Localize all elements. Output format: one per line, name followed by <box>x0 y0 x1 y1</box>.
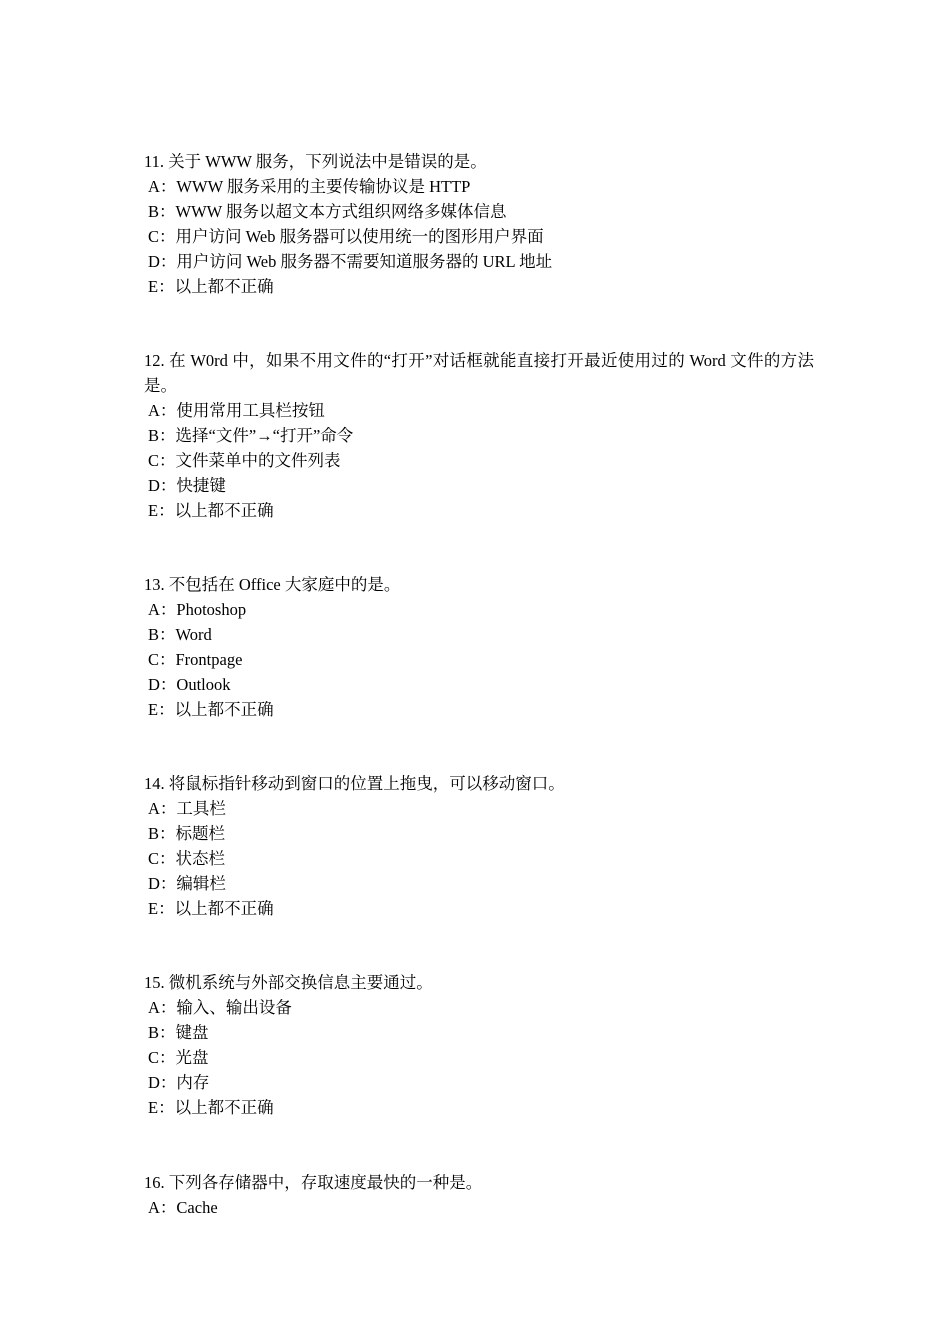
option-b: B：Word <box>148 625 212 644</box>
option-c: C：用户访问 Web 服务器可以使用统一的图形用户界面 <box>148 227 544 246</box>
question-stem: 14. 将鼠标指针移动到窗口的位置上拖曳，可以移动窗口。 <box>144 774 565 793</box>
question-16 <box>144 1170 814 1220</box>
option-b: B：选择“文件”→“打开”命令 <box>148 426 354 445</box>
question-stem: 16. 下列各存储器中，存取速度最快的一种是。 <box>144 1173 483 1192</box>
option-e: E：以上都不正确 <box>148 700 274 719</box>
question-stem: 15. 微机系统与外部交换信息主要通过。 <box>144 973 433 992</box>
option-d: D：Outlook <box>148 675 231 694</box>
option-e: E：以上都不正确 <box>148 1098 274 1117</box>
question-stem: 12. 在 W0rd 中，如果不用文件的“打开”对话框就能直接打开最近使用过的 Word 文件的方法是。 <box>144 351 814 395</box>
option-c: C：状态栏 <box>148 849 226 868</box>
option-e: E：以上都不正确 <box>148 899 274 918</box>
option-b: B：WWW 服务以超文本方式组织网络多媒体信息 <box>148 202 507 221</box>
option-a: A：Photoshop <box>148 600 247 619</box>
question-stem: 13. 不包括在 Office 大家庭中的是。 <box>144 575 401 594</box>
question-12 <box>144 348 814 523</box>
question-13 <box>144 572 814 722</box>
option-e: E：以上都不正确 <box>148 501 274 520</box>
option-c: C：光盘 <box>148 1048 209 1067</box>
option-a: A：工具栏 <box>148 799 226 818</box>
option-d: D：编辑栏 <box>148 874 226 893</box>
option-c: C：文件菜单中的文件列表 <box>148 451 341 470</box>
option-b: B：标题栏 <box>148 824 226 843</box>
option-a: A：输入、输出设备 <box>148 998 292 1017</box>
option-d: D：快捷键 <box>148 476 226 495</box>
option-a: A：Cache <box>148 1198 218 1217</box>
option-d: D：用户访问 Web 服务器不需要知道服务器的 URL 地址 <box>148 252 553 271</box>
option-a: A：WWW 服务采用的主要传输协议是 HTTP <box>148 177 471 196</box>
question-11 <box>144 149 814 299</box>
option-c: C：Frontpage <box>148 650 243 669</box>
option-b: B：键盘 <box>148 1023 209 1042</box>
question-15 <box>144 970 814 1120</box>
option-a: A：使用常用工具栏按钮 <box>148 401 325 420</box>
question-14 <box>144 771 814 921</box>
option-e: E：以上都不正确 <box>148 277 274 296</box>
question-stem: 11. 关于 WWW 服务，下列说法中是错误的是。 <box>144 152 487 171</box>
option-d: D：内存 <box>148 1073 210 1092</box>
